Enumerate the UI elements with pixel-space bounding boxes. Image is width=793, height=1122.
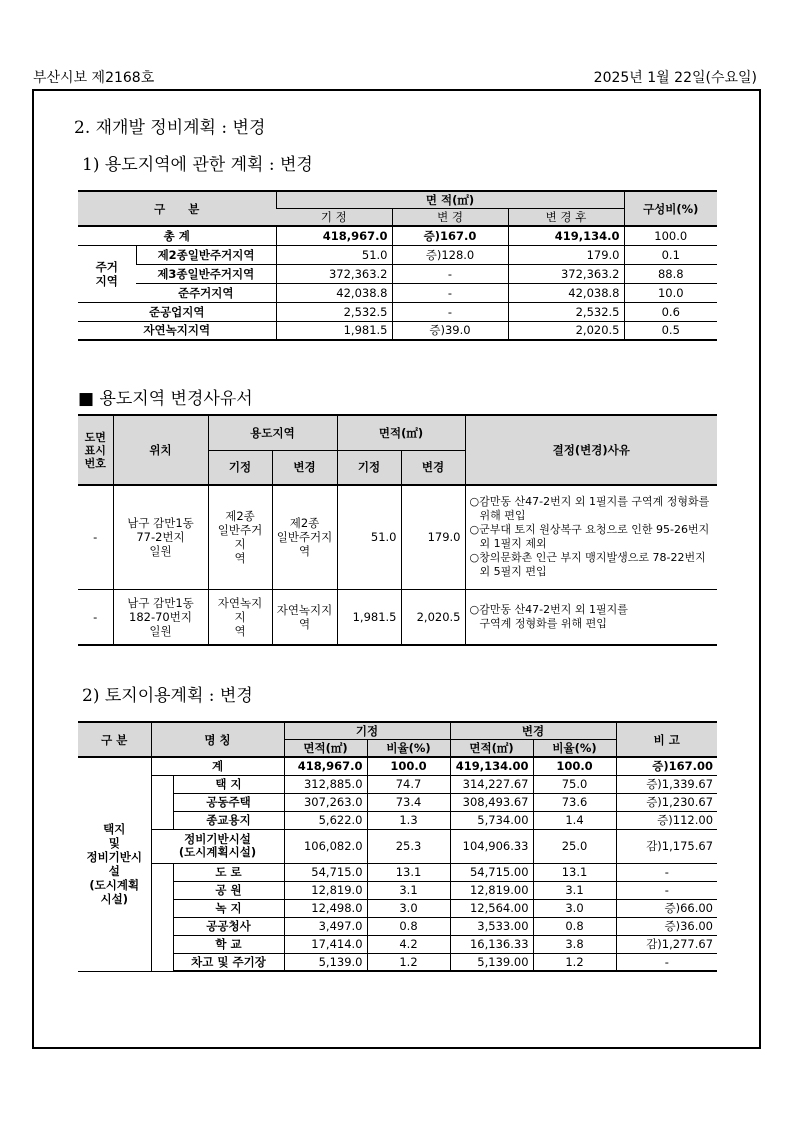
cell: 3.0 [367, 899, 450, 917]
row-label: 자연녹지지역 [78, 321, 276, 340]
cell: 5,139.00 [450, 953, 533, 971]
cell: 418,967.0 [284, 757, 367, 775]
cell: 51.0 [276, 245, 392, 264]
table-row [78, 321, 717, 340]
cell: 증)128.0 [392, 245, 508, 264]
col-name: 명 칭 [151, 722, 284, 757]
cell: 5,139.0 [284, 953, 367, 971]
row-label: 정비기반시설 (도시계획시설) [151, 829, 284, 863]
cell: 2,532.5 [508, 302, 624, 321]
row-label: 택 지 [173, 775, 284, 793]
cell: 자연녹지지 역 [272, 589, 337, 645]
col-after-ratio: 비율(%) [533, 740, 616, 758]
row-label: 녹 지 [173, 899, 284, 917]
col-location: 위치 [113, 415, 208, 485]
zoning-plan-table [78, 190, 717, 341]
cell: 1.2 [533, 953, 616, 971]
cell: 372,363.2 [508, 264, 624, 283]
cell: 0.8 [367, 917, 450, 935]
cell: 자연녹지지 역 [208, 589, 272, 645]
cell: 증)39.0 [392, 321, 508, 340]
subsection-heading-land-use: 2) 토지이용계획 : 변경 [82, 686, 253, 706]
row-label: 계 [151, 757, 284, 775]
col-map-no: 도면 표시 번호 [78, 415, 113, 485]
cell: 0.6 [624, 302, 717, 321]
col-zone-before: 기정 [208, 450, 272, 485]
cell: 372,363.2 [276, 264, 392, 283]
cell: 104,906.33 [450, 829, 533, 863]
cell: 증)66.00 [616, 899, 717, 917]
row-label: 차고 및 주기장 [173, 953, 284, 971]
table-row [78, 775, 717, 793]
cell: 12,498.0 [284, 899, 367, 917]
cell: 25.3 [367, 829, 450, 863]
table-row [78, 899, 717, 917]
cell: 307,263.0 [284, 793, 367, 811]
table-row [78, 881, 717, 899]
section-heading: 2. 재개발 정비계획 : 변경 [74, 118, 266, 138]
table-row [78, 302, 717, 321]
cell: 13.1 [367, 863, 450, 881]
cell: 418,967.0 [276, 226, 392, 245]
cell: - [392, 283, 508, 302]
cell: 증)1,230.67 [616, 793, 717, 811]
zoning-change-reason-table [78, 414, 717, 646]
cell: 증)36.00 [616, 917, 717, 935]
cell: 3,497.0 [284, 917, 367, 935]
col-after: 변 경 후 [508, 209, 624, 227]
row-label: 학 교 [173, 935, 284, 953]
reason-item: ○군부대 토지 원상복구 요청으로 인한 95-26번지 외 1필지 제외 [469, 523, 710, 551]
cell: 제2종 일반주거지 역 [272, 485, 337, 589]
table-row [78, 589, 717, 645]
cell: 3.8 [533, 935, 616, 953]
table-row [78, 917, 717, 935]
col-reason: 결정(변경)사유 [465, 415, 717, 485]
cell: 100.0 [533, 757, 616, 775]
cell: 13.1 [533, 863, 616, 881]
reason-item: ○감만동 산47-2번지 외 1필지를 구역계 정형화를 위해 편입 [469, 602, 628, 630]
row-label: 공공청사 [173, 917, 284, 935]
cell: 312,885.0 [284, 775, 367, 793]
row-label: 제2종일반주거지역 [136, 245, 276, 264]
cell: 5,622.0 [284, 811, 367, 829]
row-label: 준공업지역 [78, 302, 276, 321]
row-label: 총 계 [78, 226, 276, 245]
cell: 1,981.5 [337, 589, 401, 645]
cell: 증)112.00 [616, 811, 717, 829]
cell: - [392, 264, 508, 283]
cell: 74.7 [367, 775, 450, 793]
row-label: 공동주택 [173, 793, 284, 811]
col-ratio: 구성비(%) [624, 191, 717, 226]
cell: 남구 감만1동 182-70번지 일원 [113, 589, 208, 645]
cell: 1,981.5 [276, 321, 392, 340]
col-note: 비 고 [616, 722, 717, 757]
group-label: 택지 및 정비기반시 설 (도시계획 시설) [78, 757, 151, 971]
cell: 3.1 [367, 881, 450, 899]
cell: 51.0 [337, 485, 401, 589]
cell: - [616, 863, 717, 881]
cell: 42,038.8 [276, 283, 392, 302]
col-area-before: 기정 [337, 450, 401, 485]
cell: 179.0 [401, 485, 465, 589]
bulletin-date: 2025년 1월 22일(수요일) [593, 70, 757, 86]
cell: 12,819.00 [450, 881, 533, 899]
cell: - [78, 485, 113, 589]
cell: 0.5 [624, 321, 717, 340]
cell: 179.0 [508, 245, 624, 264]
subsection-heading-reason: ■ 용도지역 변경사유서 [78, 389, 253, 409]
reason-cell [465, 485, 717, 589]
cell: 73.6 [533, 793, 616, 811]
cell: 314,227.67 [450, 775, 533, 793]
cell: 42,038.8 [508, 283, 624, 302]
cell: 10.0 [624, 283, 717, 302]
cell: 증)167.0 [392, 226, 508, 245]
cell: 3.0 [533, 899, 616, 917]
col-after-area: 면적(㎡) [450, 740, 533, 758]
reason-item: ○창의문화촌 인근 부지 맹지발생으로 78-22번지 외 5필지 편입 [469, 551, 706, 579]
reason-item: ○감만동 산47-2번지 외 1필지를 구역계 정형화를 위해 편입 [469, 495, 710, 523]
col-before: 기 정 [276, 209, 392, 227]
col-category: 구 분 [78, 191, 276, 226]
group-label: 주거 지역 [78, 245, 136, 302]
col-before-area: 면적(㎡) [284, 740, 367, 758]
cell: 0.8 [533, 917, 616, 935]
table-row [78, 793, 717, 811]
cell: 0.1 [624, 245, 717, 264]
col-zone-after: 변경 [272, 450, 337, 485]
col-area-after: 변경 [401, 450, 465, 485]
cell: 54,715.0 [284, 863, 367, 881]
cell: 12,819.0 [284, 881, 367, 899]
cell: 증)1,339.67 [616, 775, 717, 793]
cell: 73.4 [367, 793, 450, 811]
table-row [78, 226, 717, 245]
cell: 1.2 [367, 953, 450, 971]
cell: 17,414.0 [284, 935, 367, 953]
cell: 75.0 [533, 775, 616, 793]
table-row [78, 757, 717, 775]
col-change: 변 경 [392, 209, 508, 227]
table-row [78, 485, 717, 589]
row-label: 제3종일반주거지역 [136, 264, 276, 283]
cell: 100.0 [367, 757, 450, 775]
cell: 25.0 [533, 829, 616, 863]
table-row [78, 245, 717, 264]
cell: - [78, 589, 113, 645]
table-row [78, 829, 717, 863]
row-label: 준주거지역 [136, 283, 276, 302]
cell: 2,020.5 [508, 321, 624, 340]
cell: 감)1,175.67 [616, 829, 717, 863]
col-area: 면적(㎡) [337, 415, 465, 450]
col-after: 변경 [450, 722, 616, 740]
col-category: 구 분 [78, 722, 151, 757]
cell: 3,533.00 [450, 917, 533, 935]
cell: - [392, 302, 508, 321]
row-label: 도 로 [173, 863, 284, 881]
col-area: 면 적(㎡) [276, 191, 624, 209]
cell: 100.0 [624, 226, 717, 245]
cell: - [616, 881, 717, 899]
cell: 2,532.5 [276, 302, 392, 321]
cell: 12,564.00 [450, 899, 533, 917]
cell: 419,134.0 [508, 226, 624, 245]
cell: 4.2 [367, 935, 450, 953]
cell: 3.1 [533, 881, 616, 899]
table-row [78, 264, 717, 283]
col-before: 기정 [284, 722, 450, 740]
cell: 남구 감만1동 77-2번지 일원 [113, 485, 208, 589]
cell: 2,020.5 [401, 589, 465, 645]
cell: 5,734.00 [450, 811, 533, 829]
cell: 16,136.33 [450, 935, 533, 953]
bulletin-title: 부산시보 제2168호 [33, 70, 155, 86]
cell: 1.3 [367, 811, 450, 829]
cell: 88.8 [624, 264, 717, 283]
cell: 감)1,277.67 [616, 935, 717, 953]
cell: - [616, 953, 717, 971]
table-row [78, 283, 717, 302]
row-label: 종교용지 [173, 811, 284, 829]
cell: 제2종 일반주거지 역 [208, 485, 272, 589]
table-row [78, 935, 717, 953]
reason-cell [465, 589, 717, 645]
cell: 1.4 [533, 811, 616, 829]
cell: 증)167.00 [616, 757, 717, 775]
row-label: 공 원 [173, 881, 284, 899]
col-zone: 용도지역 [208, 415, 337, 450]
table-row [78, 863, 717, 881]
cell: 308,493.67 [450, 793, 533, 811]
land-use-plan-table [78, 721, 717, 972]
table-row [78, 953, 717, 971]
cell: 419,134.00 [450, 757, 533, 775]
col-before-ratio: 비율(%) [367, 740, 450, 758]
cell: 54,715.00 [450, 863, 533, 881]
table-row [78, 811, 717, 829]
subsection-heading-zoning: 1) 용도지역에 관한 계획 : 변경 [82, 155, 313, 175]
cell: 106,082.0 [284, 829, 367, 863]
